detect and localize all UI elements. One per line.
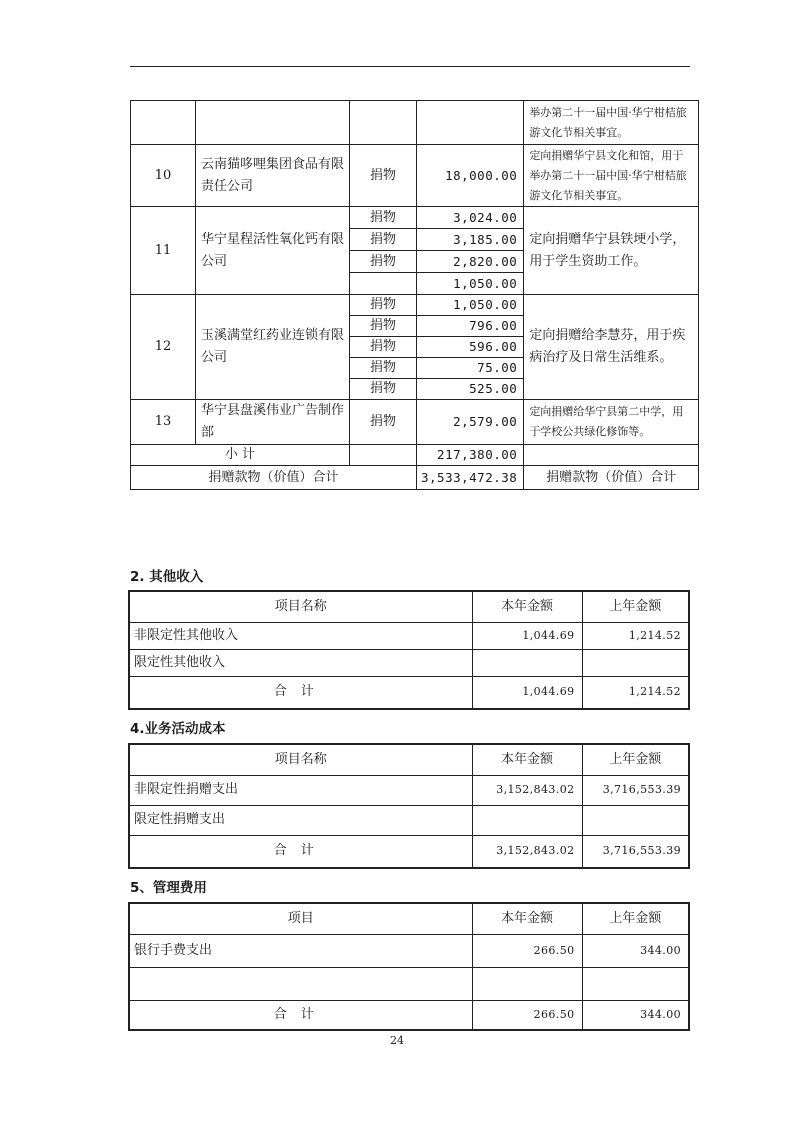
grand-total-label: 捐赠款物（价值）合计 — [131, 466, 417, 490]
donation-type — [350, 273, 417, 295]
donation-purpose: 定向捐赠华宁县铁埂小学，用于学生资助工作。 — [524, 207, 699, 295]
donation-amount: 75.00 — [417, 358, 524, 379]
donation-amount — [417, 101, 524, 145]
table-header-row — [129, 591, 689, 622]
current-amount — [472, 649, 582, 676]
table-row — [129, 649, 689, 676]
donation-type — [350, 101, 417, 145]
donation-type: 捐物 — [350, 229, 417, 251]
donation-purpose: 定向捐赠华宁县文化和馆，用于举办第二十一届中国·华宁柑桔旅游文化节相关事宜。 — [524, 145, 699, 207]
donor-name: 玉溪满堂红药业连锁有限公司 — [196, 295, 350, 400]
current-amount — [472, 805, 582, 835]
donation-purpose: 定向捐赠给华宁县第二中学，用于学校公共绿化修饰等。 — [524, 400, 699, 445]
row-number: 12 — [131, 295, 196, 400]
section-title-admin-cost: 5、管理费用 — [130, 880, 207, 896]
total-previous: 344.00 — [582, 1000, 689, 1030]
grand-total-amount: 3,533,472.38 — [417, 466, 524, 490]
donation-purpose: 定向捐赠给李慧芬，用于疾病治疗及日常生活维系。 — [524, 295, 699, 400]
donor-name: 云南猫哆哩集团食品有限责任公司 — [196, 145, 350, 207]
activity-cost-table — [128, 743, 690, 869]
row-number: 11 — [131, 207, 196, 295]
row-number — [131, 101, 196, 145]
header-item-name: 项目 — [129, 903, 472, 934]
donation-amount: 2,820.00 — [417, 251, 524, 273]
table-row — [129, 934, 689, 967]
table-row — [131, 145, 699, 207]
donor-name: 华宁县盘溪伟业广告制作部 — [196, 400, 350, 445]
donation-amount: 18,000.00 — [417, 145, 524, 207]
donation-amount: 2,579.00 — [417, 400, 524, 445]
donation-type: 捐物 — [350, 358, 417, 379]
current-amount: 1,044.69 — [472, 622, 582, 649]
total-row — [129, 676, 689, 709]
donation-amount: 3,185.00 — [417, 229, 524, 251]
header-item-name: 项目名称 — [129, 591, 472, 622]
previous-amount — [582, 805, 689, 835]
admin-cost-table — [128, 902, 690, 1031]
donations-table — [130, 100, 699, 490]
item-name: 限定性其他收入 — [129, 649, 472, 676]
table-row — [129, 805, 689, 835]
table-header-row — [129, 903, 689, 934]
previous-amount: 3,716,553.39 — [582, 775, 689, 805]
table-row — [131, 400, 699, 445]
item-name: 限定性捐赠支出 — [129, 805, 472, 835]
row-number: 13 — [131, 400, 196, 445]
table-row — [131, 295, 699, 316]
table-row — [131, 101, 699, 145]
table-row — [129, 967, 689, 1000]
grand-total-right-label: 捐赠款物（价值）合计 — [524, 466, 699, 490]
donation-type: 捐物 — [350, 337, 417, 358]
table-row — [129, 622, 689, 649]
total-previous: 1,214.52 — [582, 676, 689, 709]
header-item-name: 项目名称 — [129, 744, 472, 775]
previous-amount: 344.00 — [582, 934, 689, 967]
header-rule — [130, 66, 690, 67]
previous-amount — [582, 649, 689, 676]
total-current: 3,152,843.02 — [472, 835, 582, 868]
donation-amount: 525.00 — [417, 379, 524, 400]
donation-type: 捐物 — [350, 316, 417, 337]
donation-type: 捐物 — [350, 295, 417, 316]
donation-type: 捐物 — [350, 145, 417, 207]
other-income-table — [128, 590, 690, 710]
table-row — [131, 207, 699, 229]
donation-amount: 596.00 — [417, 337, 524, 358]
current-amount: 266.50 — [472, 934, 582, 967]
item-name: 非限定性捐赠支出 — [129, 775, 472, 805]
header-previous-year: 上年金额 — [582, 744, 689, 775]
donor-name: 华宁星程活性氧化钙有限公司 — [196, 207, 350, 295]
item-name: 非限定性其他收入 — [129, 622, 472, 649]
donation-type: 捐物 — [350, 400, 417, 445]
donation-purpose: 举办第二十一届中国·华宁柑桔旅游文化节相关事宜。 — [524, 101, 699, 145]
header-previous-year: 上年金额 — [582, 903, 689, 934]
donor-name — [196, 101, 350, 145]
table-header-row — [129, 744, 689, 775]
header-previous-year: 上年金额 — [582, 591, 689, 622]
empty-cell — [350, 445, 417, 466]
section-title-other-income: 2. 其他收入 — [130, 569, 204, 585]
total-row — [129, 1000, 689, 1030]
donation-amount: 3,024.00 — [417, 207, 524, 229]
donation-type: 捐物 — [350, 251, 417, 273]
empty-cell — [524, 445, 699, 466]
subtotal-row — [131, 445, 699, 466]
subtotal-label: 小 计 — [131, 445, 350, 466]
total-label: 合计 — [129, 835, 472, 868]
header-current-year: 本年金额 — [472, 903, 582, 934]
donation-type: 捐物 — [350, 379, 417, 400]
total-previous: 3,716,553.39 — [582, 835, 689, 868]
previous-amount — [582, 967, 689, 1000]
grand-total-row — [131, 466, 699, 490]
header-current-year: 本年金额 — [472, 591, 582, 622]
donation-amount: 1,050.00 — [417, 295, 524, 316]
donation-amount: 1,050.00 — [417, 273, 524, 295]
total-current: 1,044.69 — [472, 676, 582, 709]
current-amount — [472, 967, 582, 1000]
page-number: 24 — [390, 1034, 404, 1047]
current-amount: 3,152,843.02 — [472, 775, 582, 805]
total-label: 合计 — [129, 1000, 472, 1030]
item-name: 银行手费支出 — [129, 934, 472, 967]
subtotal-amount: 217,380.00 — [417, 445, 524, 466]
total-row — [129, 835, 689, 868]
item-name — [129, 967, 472, 1000]
table-row — [129, 775, 689, 805]
donation-type: 捐物 — [350, 207, 417, 229]
previous-amount: 1,214.52 — [582, 622, 689, 649]
section-title-activity-cost: 4.业务活动成本 — [130, 721, 226, 737]
total-label: 合计 — [129, 676, 472, 709]
donation-amount: 796.00 — [417, 316, 524, 337]
row-number: 10 — [131, 145, 196, 207]
total-current: 266.50 — [472, 1000, 582, 1030]
header-current-year: 本年金额 — [472, 744, 582, 775]
